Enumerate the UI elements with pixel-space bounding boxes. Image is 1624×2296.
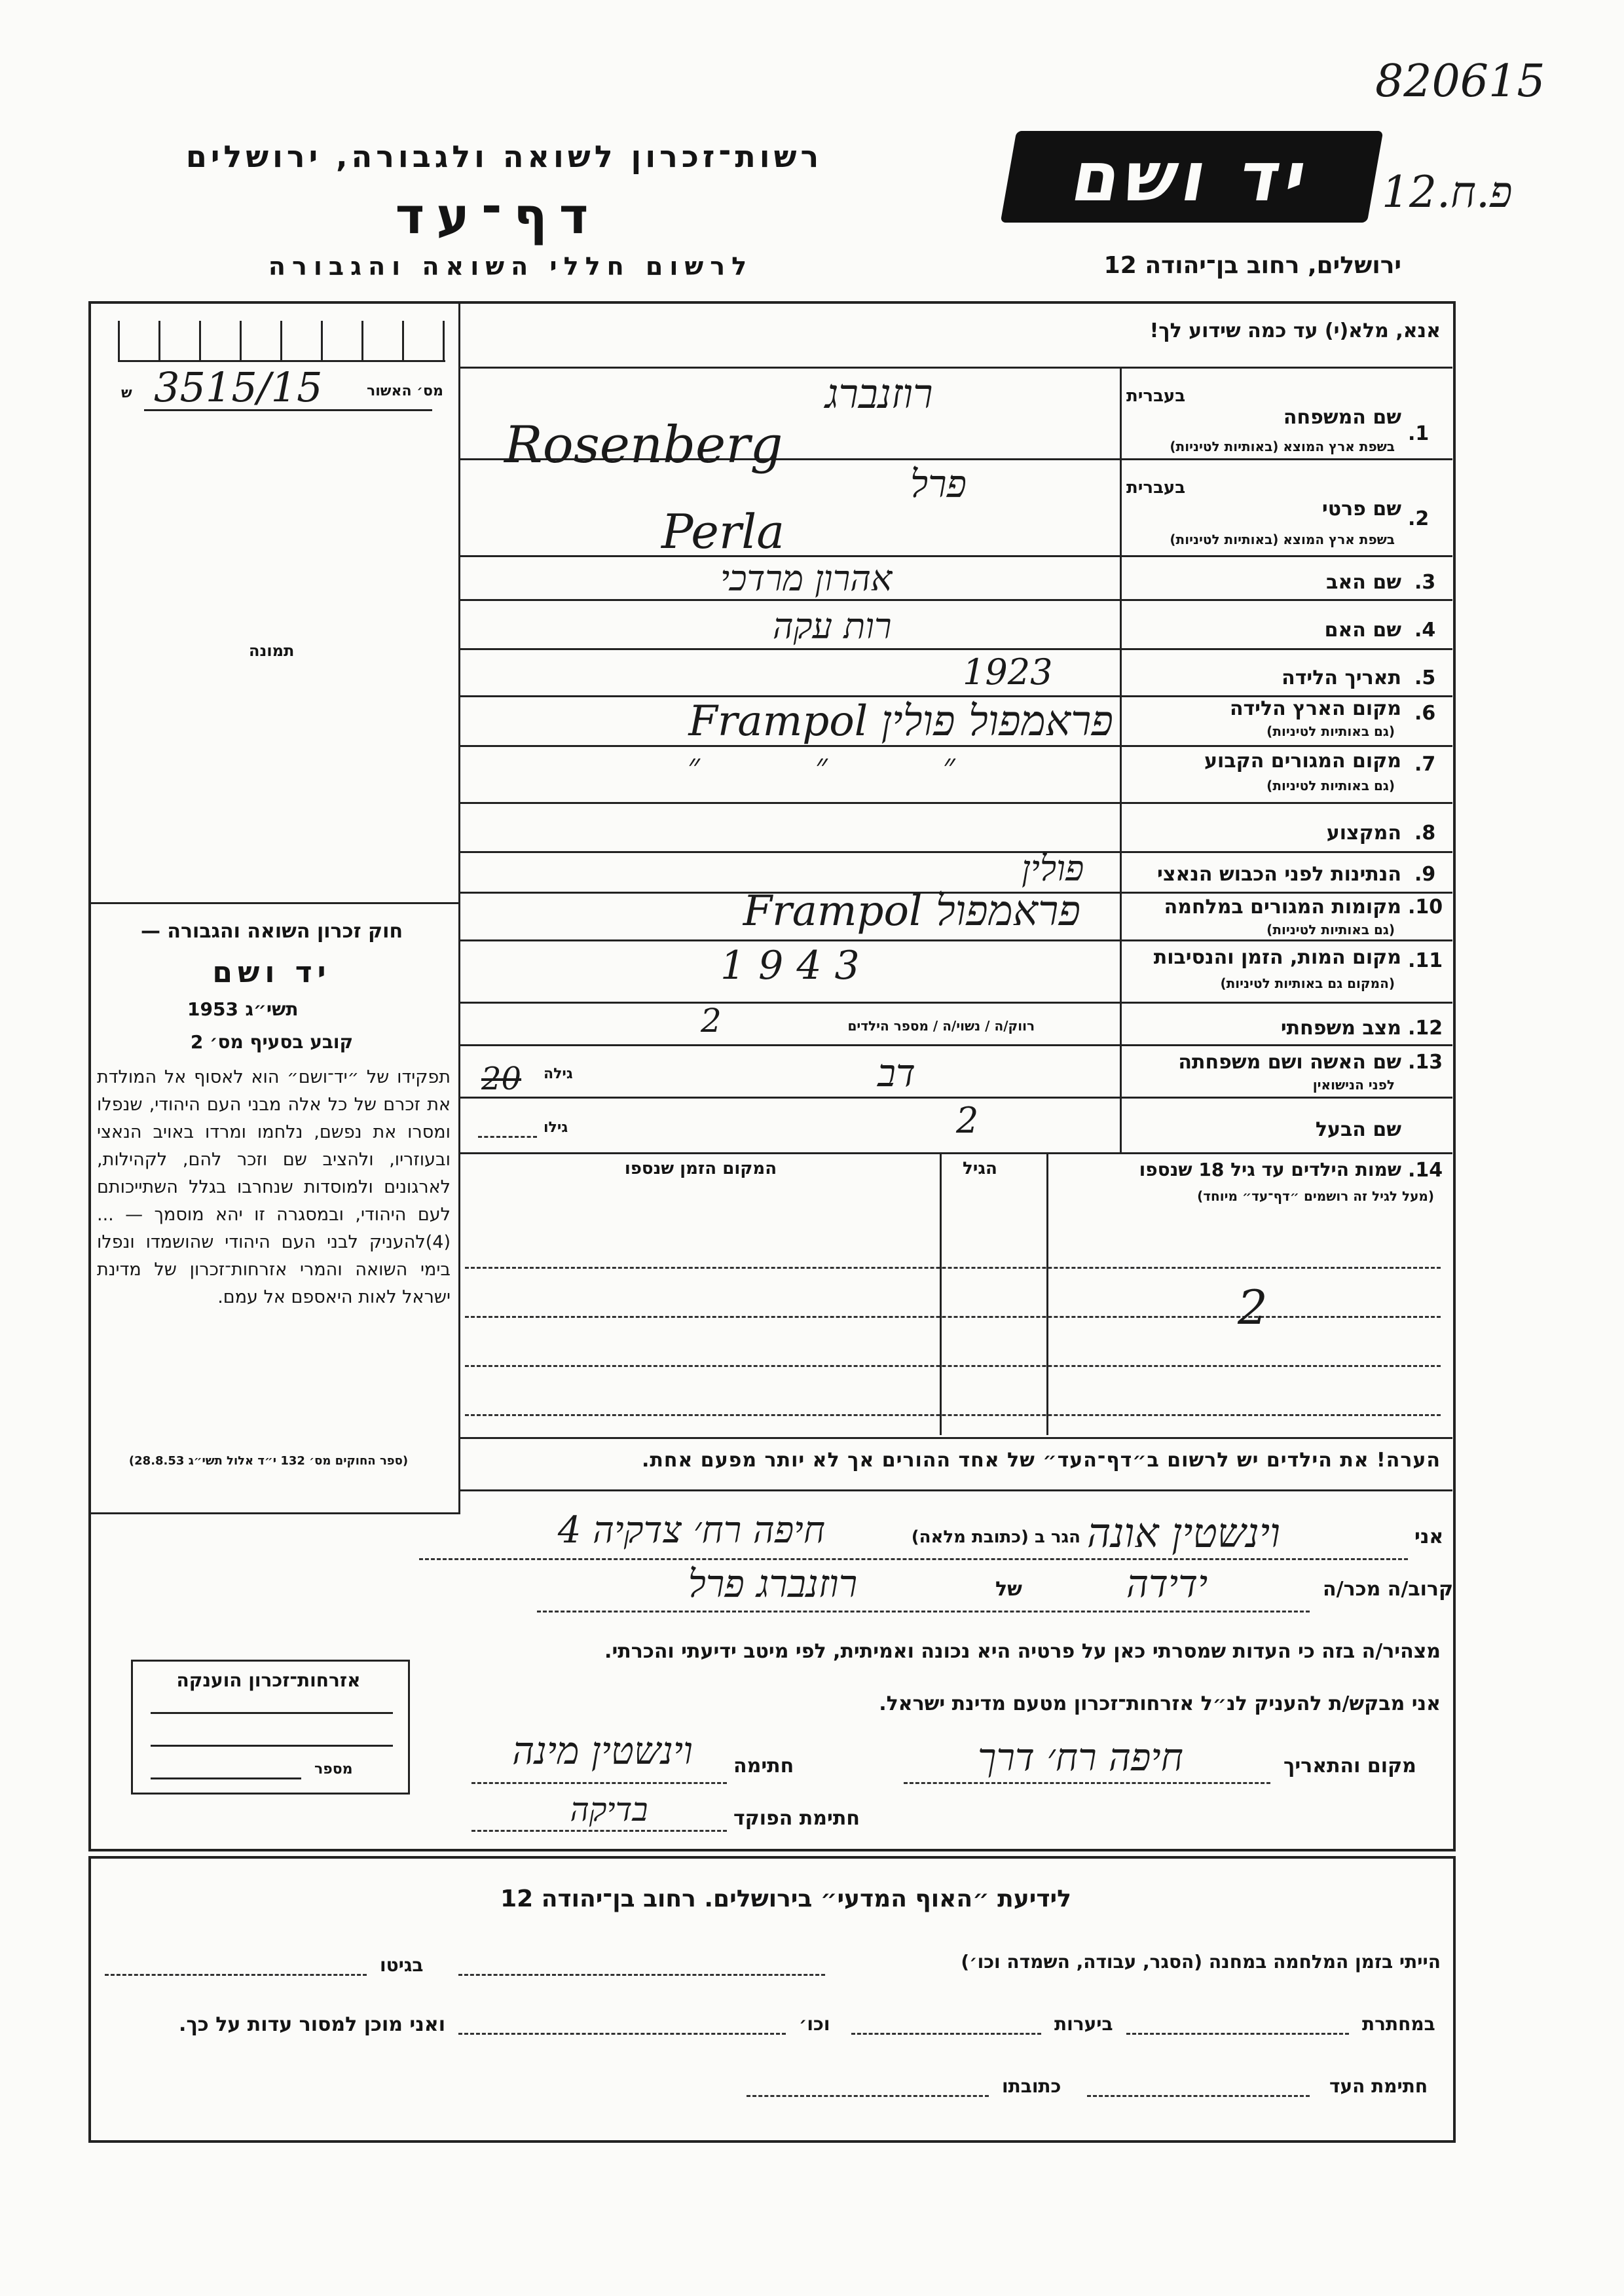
intro-divider	[458, 367, 1452, 369]
husband-age-line	[478, 1136, 537, 1138]
row-line	[458, 1097, 1452, 1099]
field-8-label: המקצוע	[1326, 822, 1401, 845]
husband-label: שם הבעל	[1315, 1118, 1401, 1141]
row-line	[458, 648, 1452, 650]
field-1-num: 1.	[1408, 422, 1430, 445]
field-7-num: 7.	[1414, 753, 1436, 776]
footer-line3-blank-a	[1087, 2095, 1310, 2097]
decl-line-4	[471, 1782, 727, 1784]
field-13-value: דב	[877, 1051, 915, 1095]
field-5-label: תאריך הלידה	[1282, 666, 1401, 689]
children-heading: שמות הילדים עד גיל 18 שנספו	[1139, 1159, 1401, 1180]
law-text: תפקידו של ״יד־ושם״ הוא לאסוף אל המולדת את זכרם של כל אלה מבני העם היהודי, שנפלו ומסרו את נפשם, נלחמו ומרדו באויב הנאצי ובעוזריו, ולהציב שם וזכר להם, לקהילות, לארגונים ולמוסדות שנחרבו בגלל השתייכותם לעם היהודי, ובמסגרה זו יהא מוסמך — ...(4)להעניק לבני העם היהודי שהושמדו ונפלו בימי השואה והמרי אזרחות־זכרון של מדינת ישראל לאות היאספם אל עמם.	[97, 1067, 451, 1307]
note-divider-bottom	[458, 1489, 1452, 1491]
children-row-1	[465, 1267, 1441, 1269]
number-line	[151, 1777, 301, 1779]
form-subtitle: לרשום חללי השואה והגבורה	[268, 252, 754, 281]
field-2-num: 2.	[1408, 507, 1430, 530]
form-title: דף־עד	[395, 187, 600, 245]
yad-vashem-logo: יד ושם	[1001, 131, 1384, 223]
cert-value: 3515/15	[154, 363, 323, 411]
children-col-place: המקום הזמן שנספו	[624, 1159, 777, 1178]
field-1-heb-tag: בעברית	[1126, 386, 1186, 406]
decl-relation-label: קרוב/ה מכר/ה	[1323, 1578, 1454, 1601]
decl-clerk-signature: בדיקה	[570, 1791, 648, 1829]
children-num: 14.	[1408, 1159, 1443, 1182]
children-row-3	[465, 1365, 1441, 1367]
field-12-label: מצב משפחתי	[1280, 1017, 1401, 1040]
field-10-sub: (גם באותיות לטיניות)	[1266, 922, 1395, 938]
field-11-num: 11.	[1408, 949, 1443, 972]
cert-label: מס׳ האשור	[367, 383, 443, 399]
photo-divider	[90, 902, 459, 904]
field-4-label: שם האם	[1324, 619, 1401, 642]
husband-value: 2	[956, 1100, 979, 1141]
decl-request: אני מבקש/ת להעניק לנ״ל אזרחות־זכרון מטעם מדינת ישראל.	[879, 1692, 1441, 1715]
field-2-value-latin: Perla	[661, 504, 785, 559]
citizenship-line-1	[151, 1712, 393, 1714]
field-7-label: מקום המגורים הקבוע	[1204, 750, 1401, 773]
field-2-heb-tag: בעברית	[1126, 478, 1186, 498]
footer-line2-c: וכו׳	[799, 2013, 830, 2035]
field-3-label: שם האב	[1326, 571, 1401, 594]
footer-title: לידיעת ״האוף המדעי״ בירושלים. רחוב בן־יהודה 12	[500, 1886, 1071, 1912]
children-divider-a	[1046, 1154, 1048, 1435]
decl-address: חיפה רח׳ צדקיה 4	[557, 1509, 825, 1552]
footer-line3-blank-b	[747, 2095, 989, 2097]
citizenship-title: אזרחות־זכרון הוענקה	[176, 1669, 361, 1691]
field-13-num: 13.	[1408, 1051, 1443, 1074]
field-3-num: 3.	[1414, 571, 1436, 594]
cert-boxes	[118, 321, 445, 362]
footer-line3-b: כתובתו	[1002, 2075, 1061, 2097]
field-1-value-heb: רוזנברג	[825, 370, 933, 418]
decl-line-3	[904, 1782, 1270, 1784]
field-13-label: שם האשה ושם משפחתה	[1178, 1051, 1401, 1074]
footer-line1: הייתי בזמן המלחמה במחנה (הסגר, עבודה, השמדה וכו׳)	[961, 1951, 1441, 1973]
row-line	[458, 599, 1452, 601]
husband-age-label: גילו	[544, 1120, 568, 1136]
cert-prefix: ש	[121, 385, 132, 401]
field-12-inline: רווק/ה / נשוי/ה / מספר הילדים	[847, 1018, 1035, 1034]
field-6-num: 6.	[1414, 702, 1436, 725]
decl-line-1	[419, 1558, 1408, 1560]
footer-line1-end	[105, 1974, 367, 1976]
law-title: חוק זכרון השואה והגבורה —	[140, 920, 403, 943]
label-divider	[1120, 367, 1122, 1152]
decl-clerk-label: חתימת הפוקד	[733, 1807, 860, 1830]
field-8-num: 8.	[1414, 822, 1436, 845]
archive-code: 820615	[1375, 56, 1545, 107]
decl-residing-label: הגר ב (כתובת מלאה)	[911, 1527, 1080, 1547]
law-name: יד ושם	[212, 956, 331, 989]
field-7-value: ״ ״ ״	[688, 746, 1008, 784]
children-row-2	[465, 1316, 1441, 1318]
law-year: 1953	[187, 998, 238, 1020]
decl-line-2	[537, 1611, 1310, 1613]
field-2-value-heb: פרל	[910, 462, 967, 506]
footer-line2-blank-a	[1126, 2033, 1349, 2035]
note-text: הערה! את הילדים יש לרשום ב״דף־העד״ של אחד ההורים אך לא יותר מפעם אחת.	[642, 1449, 1441, 1472]
row-line	[458, 1152, 1452, 1154]
folder-code: פ.ח.12	[1382, 167, 1513, 217]
decl-declarant: וינשטין אונה	[1087, 1509, 1280, 1557]
field-4-value: רות עקה	[773, 606, 892, 647]
field-9-label: הנתינות לפני הכבוש הנאצי	[1157, 863, 1401, 886]
children-col-age: הגיל	[963, 1159, 997, 1178]
field-11-label: מקום המות, הזמן והנסיבות	[1153, 946, 1401, 969]
field-6-value: פראמפול פולין Frampol	[688, 697, 1113, 746]
org-line: רשות־זכרון לשואה ולגבורה, ירושלים	[185, 139, 823, 174]
decl-line-5	[471, 1830, 727, 1832]
field-9-num: 9.	[1414, 863, 1436, 886]
footer-line2-blank-b	[851, 2033, 1041, 2035]
field-6-label: מקום הארץ הלידה	[1229, 697, 1401, 720]
decl-signature-label: חתימה	[733, 1755, 794, 1777]
field-11-sub: (המקום גם באותיות לטיניות)	[1220, 975, 1395, 991]
field-5-num: 5.	[1414, 666, 1436, 689]
row-line	[458, 939, 1452, 941]
field-6-sub: (גם באותיות לטיניות)	[1266, 723, 1395, 739]
photo-label: תמונה	[249, 642, 295, 660]
footer-line1-tail: בגיטו	[380, 1954, 424, 1976]
row-line	[458, 555, 1452, 557]
decl-statement: מצהיר/ה בזה כי העדות שמסרתי כאן על פרטיה היא נכונה ואמיתית, לפי מיטב ידיעתי והכרתי.	[604, 1640, 1441, 1663]
law-clause: קובע בסעיף מס׳ 2	[190, 1031, 354, 1053]
field-13-sub: לפני הנישואין	[1312, 1077, 1395, 1093]
field-2-label: שם פרטי	[1321, 498, 1401, 520]
decl-of-label: של	[995, 1578, 1022, 1601]
footer-line2-blank-c	[458, 2033, 786, 2035]
row-line	[458, 1044, 1452, 1046]
footer-line1-blank	[458, 1974, 825, 1976]
row-line	[458, 851, 1452, 853]
decl-of-name: רוזנברג פרל	[688, 1561, 858, 1606]
field-10-label: מקומות המגורים במלחמה	[1164, 896, 1401, 919]
field-2-sub: בשפת ארץ המוצא (באותיות לטיניות)	[1170, 532, 1395, 547]
decl-ani-label: אני	[1414, 1525, 1444, 1548]
field-7-sub: (גם באותיות לטיניות)	[1266, 778, 1395, 793]
field-1-label: שם המשפחה	[1283, 406, 1401, 429]
cert-underline	[144, 409, 432, 411]
footer-line3-a: חתימת העד	[1329, 2075, 1428, 2097]
children-sub: (מעל לגיל זה רושמים ״דף־עד״ מיוחד)	[1197, 1188, 1434, 1204]
footer-line2-tail: ואני מוכן למסור עדות על כך.	[179, 2013, 445, 2036]
row-line	[458, 1002, 1452, 1004]
intro-text: אנא, מלא(י) עד כמה שידוע לך!	[1149, 319, 1441, 342]
footer-line2-a: במחתרת	[1362, 2013, 1435, 2035]
footer-line2-b: ביערות	[1054, 2013, 1113, 2035]
citizenship-line-2	[151, 1745, 393, 1747]
decl-place-date: חיפה רח׳ דרך	[978, 1735, 1183, 1779]
field-13-age-value: 20	[481, 1061, 522, 1097]
field-1-sub: בשפת ארץ המוצא (באותיות לטיניות)	[1170, 439, 1395, 454]
field-9-value: פולין	[1022, 848, 1084, 889]
field-12-num: 12.	[1408, 1017, 1443, 1040]
law-ref: (ספר החוקים מס׳ 132 י״ד אלול תשי״ג 28.8.53)	[128, 1454, 409, 1468]
field-5-value: 1923	[963, 651, 1053, 693]
field-1-value-latin: Rosenberg	[504, 416, 783, 475]
field-13-age-label: גילה	[544, 1066, 573, 1082]
law-year-heb: תשי״ג	[245, 998, 299, 1020]
decl-place-date-label: מקום והתאריך	[1283, 1755, 1416, 1777]
decl-signature: וינשטין מינה	[512, 1728, 693, 1773]
row-line	[458, 802, 1452, 804]
number-label: מספר	[314, 1761, 353, 1777]
field-10-value: פראמפול Frampol	[743, 887, 1080, 936]
decl-relation: ידידה	[1126, 1561, 1208, 1606]
field-11-value: 1943	[720, 943, 873, 989]
children-divider-b	[940, 1154, 942, 1435]
field-4-num: 4.	[1414, 619, 1436, 642]
field-10-num: 10.	[1408, 896, 1443, 919]
field-12-value: 2	[701, 1002, 722, 1040]
note-divider-top	[458, 1437, 1452, 1439]
law-divider	[90, 1512, 459, 1514]
field-3-value: אהרון מרדכי	[720, 558, 893, 599]
address: ירושלים, רחוב בן־יהודה 12	[1103, 252, 1401, 279]
children-value: 2	[1238, 1280, 1268, 1335]
children-row-4	[465, 1414, 1441, 1416]
